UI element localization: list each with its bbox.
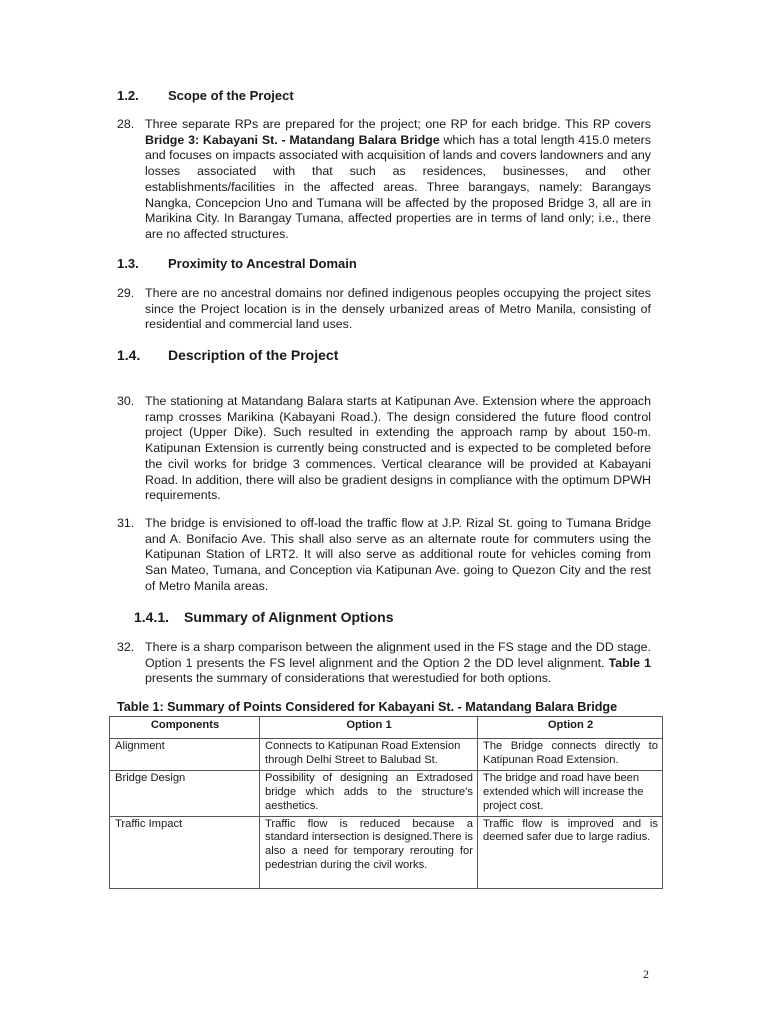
section-title: Scope of the Project [168, 88, 294, 103]
table-cell-option-2: The Bridge connects directly to Katipunan Road Extension. [478, 739, 663, 771]
paragraph-text: The stationing at Matandang Balara starts at Katipunan Ave. Extension where the approach ramp crosses Marikina (Kabayani Road.). The design considered the future flood control project (Upper Dike). Such resulted in extending the approach ramp by about 150-m. Katipunan Extension is currently being constructed and is expected to be completed before the civil works for bridge 3 commences. Vertical clearance will be provided at Kabayani Road. In addition, there will also be gradient designs in compliance with the optimum DPWH requirements. [145, 394, 651, 503]
table-cell-option-1: Traffic flow is reduced because a standard intersection is designed.There is also a need for temporary rerouting for pedestrian during the civil works. [260, 816, 478, 888]
section-heading-1-4 [117, 347, 517, 365]
table-cell-component: Traffic Impact [110, 816, 260, 888]
page-number: 2 [643, 967, 649, 981]
table-cell-option-1: Connects to Katipunan Road Extension through Delhi Street to Balubad St. [260, 739, 478, 771]
table-row [110, 739, 663, 771]
table-header-row [110, 717, 663, 739]
section-title: Proximity to Ancestral Domain [168, 256, 357, 271]
paragraph-text: There are no ancestral domains nor defined indigenous peoples occupying the project sites since the Project location is in the densely urbanized areas of Metro Manila, consisting of residential and commercial land uses. [145, 286, 651, 332]
paragraph-32 [117, 640, 651, 687]
column-header-components: Components [110, 717, 260, 739]
table-cell-option-2: Traffic flow is improved and is deemed safer due to large radius. [478, 816, 663, 888]
section-title: Description of the Project [168, 347, 339, 363]
paragraph-number: 32. [117, 640, 135, 654]
column-header-option-2: Option 2 [478, 717, 663, 739]
table-cell-component: Alignment [110, 739, 260, 771]
paragraph-text: Three separate RPs are prepared for the project; one RP for each bridge. This RP covers Bridge 3: Kabayani St. - Matandang Balara Bridge which has a total length 415.0 meters and focuses on impacts associated with acquisition of lands and covers landowners and any losses associated with that such as residences, businesses, and other establishments/facilities in the affected areas. Three barangays, namely: Barangays Nangka, Concepcion Uno and Tumana will be affected by the proposed Bridge 3, all are in Marikina City. In Barangay Tumana, affected properties are in terms of land only; i.e., there are no affected structures. [145, 117, 652, 241]
paragraph-text: The bridge is envisioned to off-load the traffic flow at J.P. Rizal St. going to Tumana Bridge and A. Bonifacio Ave. This shall also serve as an alternate route for commuters using the Katipunan Station of LRT2. It will also serve as additional route for vehicles coming from San Mateo, Tumana, and Conception via Katipunan Ave. going to Quezon City and the rest of Metro Manila areas. [145, 516, 651, 593]
table-row [110, 770, 663, 816]
paragraph-number: 30. [117, 394, 135, 408]
table-cell-component: Bridge Design [110, 770, 260, 816]
table-cell-option-2: The bridge and road have been extended which will increase the project cost. [478, 770, 663, 816]
paragraph-text: There is a sharp comparison between the alignment used in the FS stage and the DD stage. Option 1 presents the FS level alignment and the Option 2 the DD level alignment. Table 1 presents the summary of considerations that werestudied for both options. [145, 640, 651, 686]
alignment-options-table [109, 716, 663, 889]
paragraph-number: 28. [117, 117, 135, 131]
section-heading-1-4-1 [134, 609, 534, 627]
section-number: 1.2. [117, 88, 139, 103]
paragraph-29 [117, 286, 651, 333]
section-title: Summary of Alignment Options [184, 609, 394, 625]
table-cell-option-1: Possibility of designing an Extradosed bridge which adds to the structure’s aesthetics. [260, 770, 478, 816]
bridge-name: Bridge 3: Kabayani St. - Matandang Balara Bridge [145, 132, 440, 147]
section-number: 1.4.1. [134, 609, 170, 625]
section-number: 1.3. [117, 256, 139, 271]
paragraph-number: 29. [117, 286, 135, 300]
section-heading-1-2 [117, 88, 517, 104]
table-caption: Table 1: Summary of Points Considered for Kabayani St. - Matandang Balara Bridge [117, 700, 618, 714]
section-heading-1-3 [117, 256, 517, 272]
table-row [110, 816, 663, 888]
paragraph-30 [117, 394, 651, 504]
section-number: 1.4. [117, 347, 141, 363]
column-header-option-1: Option 1 [260, 717, 478, 739]
table-reference: Table 1 [608, 655, 651, 670]
paragraph-28 [117, 117, 652, 243]
paragraph-number: 31. [117, 516, 135, 530]
paragraph-31 [117, 516, 651, 595]
